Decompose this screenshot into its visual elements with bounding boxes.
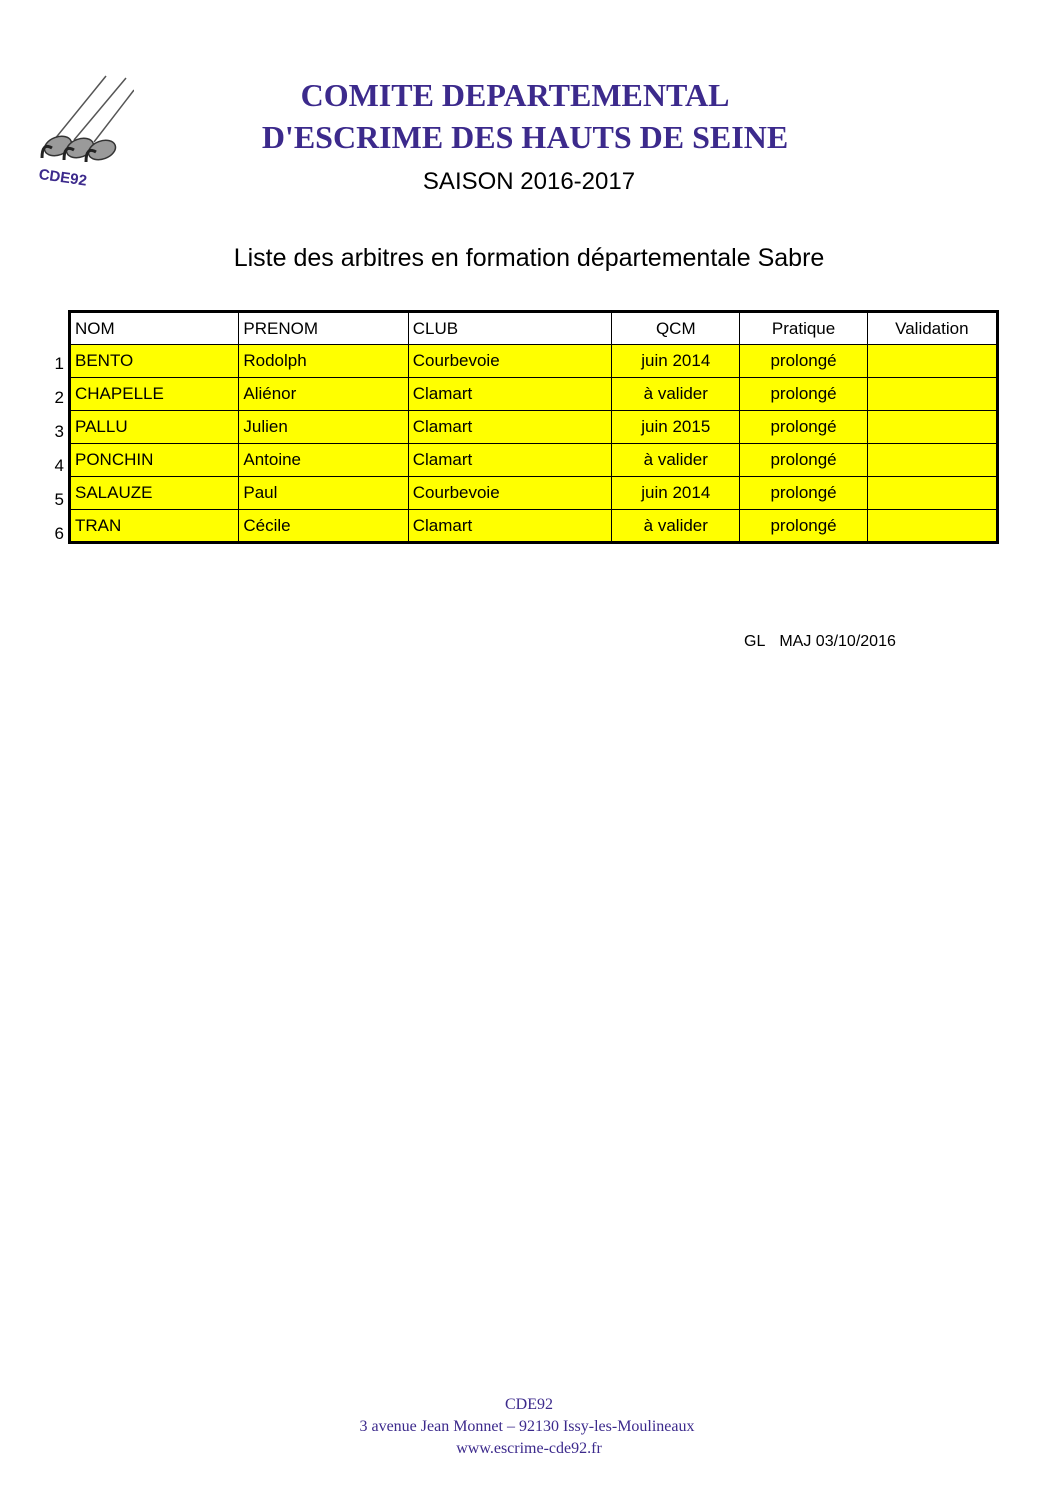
- cell-qcm: à valider: [612, 378, 740, 411]
- row-number: 2: [54, 388, 64, 407]
- cell-pratique: prolongé: [740, 345, 867, 378]
- cell-pratique: prolongé: [740, 477, 867, 510]
- cell-validation: [867, 510, 997, 543]
- cell-pratique: prolongé: [740, 510, 867, 543]
- title-line-1: COMITE DEPARTEMENTAL: [300, 77, 730, 113]
- row-number: 3: [54, 422, 64, 441]
- cell-validation: [867, 411, 997, 444]
- cell-pratique: prolongé: [740, 444, 867, 477]
- footer-org: CDE92: [505, 1396, 553, 1413]
- table-header-row: [70, 312, 998, 345]
- table-row: [70, 477, 998, 510]
- cell-qcm: juin 2014: [612, 345, 740, 378]
- cell-club: Clamart: [408, 444, 611, 477]
- cell-club: Courbevoie: [408, 345, 611, 378]
- header-validation: Validation: [867, 312, 997, 345]
- cell-club: Clamart: [408, 411, 611, 444]
- cell-nom: TRAN: [70, 510, 239, 543]
- cell-prenom: Julien: [239, 411, 408, 444]
- cell-prenom: Paul: [239, 477, 408, 510]
- table-row: [70, 444, 998, 477]
- cell-pratique: prolongé: [740, 411, 867, 444]
- table-row: [70, 411, 998, 444]
- update-author: GL: [744, 633, 766, 650]
- cell-prenom: Aliénor: [239, 378, 408, 411]
- cell-qcm: juin 2015: [612, 411, 740, 444]
- referee-table: [68, 310, 999, 544]
- list-subtitle: Liste des arbitres en formation départementale Sabre: [233, 244, 825, 272]
- logo-text: CDE92: [37, 166, 88, 190]
- cell-prenom: Rodolph: [239, 345, 408, 378]
- cell-validation: [867, 444, 997, 477]
- cell-club: Courbevoie: [408, 477, 611, 510]
- cell-club: Clamart: [408, 510, 611, 543]
- cell-nom: SALAUZE: [70, 477, 239, 510]
- footer-website: www.escrime-cde92.fr: [456, 1440, 602, 1457]
- cell-club: Clamart: [408, 378, 611, 411]
- cell-validation: [867, 477, 997, 510]
- update-note: [744, 633, 910, 651]
- table-row: [70, 345, 998, 378]
- cell-nom: PALLU: [70, 411, 239, 444]
- cell-validation: [867, 378, 997, 411]
- cell-prenom: Antoine: [239, 444, 408, 477]
- row-number: 5: [54, 490, 64, 509]
- season-label: SAISON 2016-2017: [422, 168, 636, 195]
- cell-qcm: juin 2014: [612, 477, 740, 510]
- header-prenom: PRENOM: [239, 312, 408, 345]
- row-number: 6: [54, 524, 64, 543]
- header-nom: NOM: [70, 312, 239, 345]
- row-number: 1: [54, 354, 64, 373]
- row-number-column: [44, 313, 64, 551]
- cell-nom: PONCHIN: [70, 444, 239, 477]
- header-qcm: QCM: [612, 312, 740, 345]
- title-line-2: D'ESCRIME DES HAUTS DE SEINE: [261, 119, 789, 155]
- cell-validation: [867, 345, 997, 378]
- update-date: MAJ 03/10/2016: [779, 633, 896, 650]
- cell-prenom: Cécile: [239, 510, 408, 543]
- table-row: [70, 378, 998, 411]
- table-row: [70, 510, 998, 543]
- cell-qcm: à valider: [612, 510, 740, 543]
- cell-qcm: à valider: [612, 444, 740, 477]
- footer-address: 3 avenue Jean Monnet – 92130 Issy-les-Moulineaux: [359, 1418, 695, 1435]
- row-number: 4: [54, 456, 64, 475]
- cell-pratique: prolongé: [740, 378, 867, 411]
- cell-nom: BENTO: [70, 345, 239, 378]
- cell-nom: CHAPELLE: [70, 378, 239, 411]
- header-club: CLUB: [408, 312, 611, 345]
- header-pratique: Pratique: [740, 312, 867, 345]
